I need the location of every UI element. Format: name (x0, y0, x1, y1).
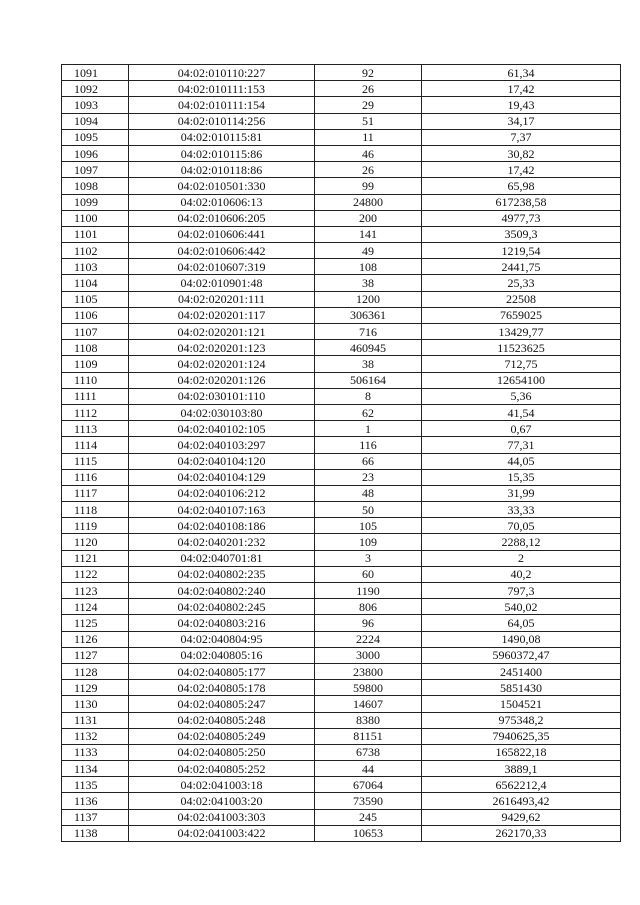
table-row (62, 275, 621, 291)
area-cell: 116 (315, 437, 422, 453)
table-body (62, 65, 621, 842)
value-cell: 6562212,4 (422, 777, 621, 793)
area-cell: 50 (315, 502, 422, 518)
row-number-cell: 1126 (62, 631, 129, 647)
table-row (62, 502, 621, 518)
table-row (62, 663, 621, 679)
area-cell: 8380 (315, 712, 422, 728)
table-row (62, 97, 621, 113)
cadastral-number-cell: 04:02:020201:121 (129, 324, 315, 340)
row-number-cell: 1121 (62, 550, 129, 566)
row-number-cell: 1132 (62, 728, 129, 744)
area-cell: 3 (315, 550, 422, 566)
area-cell: 60 (315, 566, 422, 582)
row-number-cell: 1102 (62, 243, 129, 259)
row-number-cell: 1107 (62, 324, 129, 340)
cadastral-number-cell: 04:02:040805:250 (129, 744, 315, 760)
row-number-cell: 1137 (62, 809, 129, 825)
row-number-cell: 1115 (62, 453, 129, 469)
row-number-cell: 1118 (62, 502, 129, 518)
cadastral-number-cell: 04:02:040201:232 (129, 534, 315, 550)
table-row (62, 761, 621, 777)
value-cell: 2 (422, 550, 621, 566)
cadastral-number-cell: 04:02:041003:20 (129, 793, 315, 809)
row-number-cell: 1124 (62, 599, 129, 615)
row-number-cell: 1091 (62, 65, 129, 81)
row-number-cell: 1125 (62, 615, 129, 631)
row-number-cell: 1101 (62, 226, 129, 242)
value-cell: 25,33 (422, 275, 621, 291)
table-row (62, 194, 621, 210)
area-cell: 1190 (315, 583, 422, 599)
cadastral-number-cell: 04:02:020201:111 (129, 291, 315, 307)
table-row (62, 485, 621, 501)
area-cell: 38 (315, 356, 422, 372)
table-row (62, 809, 621, 825)
data-table (61, 64, 621, 842)
table-row (62, 162, 621, 178)
cadastral-number-cell: 04:02:010606:13 (129, 194, 315, 210)
value-cell: 61,34 (422, 65, 621, 81)
value-cell: 1504521 (422, 696, 621, 712)
cadastral-number-cell: 04:02:040802:235 (129, 566, 315, 582)
row-number-cell: 1100 (62, 210, 129, 226)
row-number-cell: 1094 (62, 113, 129, 129)
area-cell: 92 (315, 65, 422, 81)
area-cell: 2224 (315, 631, 422, 647)
cadastral-number-cell: 04:02:041003:18 (129, 777, 315, 793)
table-row (62, 469, 621, 485)
area-cell: 48 (315, 485, 422, 501)
cadastral-number-cell: 04:02:010501:330 (129, 178, 315, 194)
cadastral-number-cell: 04:02:010606:205 (129, 210, 315, 226)
row-number-cell: 1138 (62, 825, 129, 841)
cadastral-number-cell: 04:02:020201:126 (129, 372, 315, 388)
cadastral-number-cell: 04:02:020201:124 (129, 356, 315, 372)
row-number-cell: 1097 (62, 162, 129, 178)
value-cell: 975348,2 (422, 712, 621, 728)
row-number-cell: 1119 (62, 518, 129, 534)
cadastral-number-cell: 04:02:040804:95 (129, 631, 315, 647)
area-cell: 23800 (315, 663, 422, 679)
table-row (62, 518, 621, 534)
area-cell: 73590 (315, 793, 422, 809)
value-cell: 7,37 (422, 129, 621, 145)
row-number-cell: 1130 (62, 696, 129, 712)
table-row (62, 259, 621, 275)
cadastral-number-cell: 04:02:010606:442 (129, 243, 315, 259)
value-cell: 19,43 (422, 97, 621, 113)
area-cell: 10653 (315, 825, 422, 841)
table-row (62, 696, 621, 712)
value-cell: 17,42 (422, 81, 621, 97)
table-row (62, 65, 621, 81)
table-row (62, 453, 621, 469)
value-cell: 33,33 (422, 502, 621, 518)
value-cell: 2288,12 (422, 534, 621, 550)
row-number-cell: 1105 (62, 291, 129, 307)
area-cell: 109 (315, 534, 422, 550)
table-row (62, 113, 621, 129)
table-row (62, 534, 621, 550)
cadastral-number-cell: 04:02:040108:186 (129, 518, 315, 534)
table-row (62, 647, 621, 663)
row-number-cell: 1117 (62, 485, 129, 501)
table-row (62, 404, 621, 420)
value-cell: 40,2 (422, 566, 621, 582)
value-cell: 3889,1 (422, 761, 621, 777)
table-row (62, 680, 621, 696)
area-cell: 26 (315, 81, 422, 97)
value-cell: 0,67 (422, 421, 621, 437)
area-cell: 306361 (315, 307, 422, 323)
row-number-cell: 1133 (62, 744, 129, 760)
area-cell: 23 (315, 469, 422, 485)
value-cell: 11523625 (422, 340, 621, 356)
row-number-cell: 1134 (62, 761, 129, 777)
row-number-cell: 1108 (62, 340, 129, 356)
table-row (62, 210, 621, 226)
table-row (62, 81, 621, 97)
value-cell: 31,99 (422, 485, 621, 501)
cadastral-number-cell: 04:02:010114:256 (129, 113, 315, 129)
area-cell: 67064 (315, 777, 422, 793)
cadastral-number-cell: 04:02:040802:245 (129, 599, 315, 615)
area-cell: 245 (315, 809, 422, 825)
table-row (62, 550, 621, 566)
cadastral-number-cell: 04:02:020201:117 (129, 307, 315, 323)
table-row (62, 324, 621, 340)
table-row (62, 356, 621, 372)
area-cell: 66 (315, 453, 422, 469)
area-cell: 200 (315, 210, 422, 226)
table-row (62, 340, 621, 356)
value-cell: 9429,62 (422, 809, 621, 825)
area-cell: 1200 (315, 291, 422, 307)
area-cell: 29 (315, 97, 422, 113)
area-cell: 49 (315, 243, 422, 259)
cadastral-number-cell: 04:02:041003:422 (129, 825, 315, 841)
value-cell: 540,02 (422, 599, 621, 615)
value-cell: 5851430 (422, 680, 621, 696)
cadastral-number-cell: 04:02:040803:216 (129, 615, 315, 631)
row-number-cell: 1116 (62, 469, 129, 485)
table-row (62, 599, 621, 615)
value-cell: 13429,77 (422, 324, 621, 340)
row-number-cell: 1127 (62, 647, 129, 663)
cadastral-number-cell: 04:02:030103:80 (129, 404, 315, 420)
value-cell: 2451400 (422, 663, 621, 679)
cadastral-number-cell: 04:02:040805:178 (129, 680, 315, 696)
area-cell: 59800 (315, 680, 422, 696)
area-cell: 24800 (315, 194, 422, 210)
area-cell: 8 (315, 388, 422, 404)
value-cell: 17,42 (422, 162, 621, 178)
value-cell: 15,35 (422, 469, 621, 485)
cadastral-number-cell: 04:02:010901:48 (129, 275, 315, 291)
table-row (62, 825, 621, 841)
table-row (62, 243, 621, 259)
row-number-cell: 1109 (62, 356, 129, 372)
row-number-cell: 1093 (62, 97, 129, 113)
cadastral-number-cell: 04:02:020201:123 (129, 340, 315, 356)
value-cell: 1219,54 (422, 243, 621, 259)
value-cell: 41,54 (422, 404, 621, 420)
area-cell: 38 (315, 275, 422, 291)
value-cell: 34,17 (422, 113, 621, 129)
area-cell: 62 (315, 404, 422, 420)
cadastral-number-cell: 04:02:040701:81 (129, 550, 315, 566)
table-row (62, 728, 621, 744)
cadastral-number-cell: 04:02:040805:16 (129, 647, 315, 663)
table-row (62, 178, 621, 194)
value-cell: 165822,18 (422, 744, 621, 760)
value-cell: 617238,58 (422, 194, 621, 210)
row-number-cell: 1123 (62, 583, 129, 599)
row-number-cell: 1136 (62, 793, 129, 809)
cadastral-number-cell: 04:02:010111:153 (129, 81, 315, 97)
value-cell: 2616493,42 (422, 793, 621, 809)
value-cell: 1490,08 (422, 631, 621, 647)
value-cell: 77,31 (422, 437, 621, 453)
cadastral-number-cell: 04:02:010110:227 (129, 65, 315, 81)
cadastral-number-cell: 04:02:040103:297 (129, 437, 315, 453)
area-cell: 716 (315, 324, 422, 340)
table-row (62, 129, 621, 145)
value-cell: 22508 (422, 291, 621, 307)
row-number-cell: 1103 (62, 259, 129, 275)
row-number-cell: 1111 (62, 388, 129, 404)
area-cell: 806 (315, 599, 422, 615)
table-row (62, 372, 621, 388)
table-row (62, 631, 621, 647)
row-number-cell: 1114 (62, 437, 129, 453)
area-cell: 14607 (315, 696, 422, 712)
value-cell: 262170,33 (422, 825, 621, 841)
value-cell: 30,82 (422, 145, 621, 161)
table-row (62, 226, 621, 242)
table-row (62, 744, 621, 760)
row-number-cell: 1112 (62, 404, 129, 420)
row-number-cell: 1120 (62, 534, 129, 550)
area-cell: 96 (315, 615, 422, 631)
cadastral-number-cell: 04:02:010115:86 (129, 145, 315, 161)
row-number-cell: 1128 (62, 663, 129, 679)
area-cell: 506164 (315, 372, 422, 388)
row-number-cell: 1098 (62, 178, 129, 194)
cadastral-number-cell: 04:02:040102:105 (129, 421, 315, 437)
value-cell: 797,3 (422, 583, 621, 599)
cadastral-number-cell: 04:02:010607:319 (129, 259, 315, 275)
area-cell: 6738 (315, 744, 422, 760)
value-cell: 712,75 (422, 356, 621, 372)
value-cell: 2441,75 (422, 259, 621, 275)
table-row (62, 437, 621, 453)
table-row (62, 615, 621, 631)
row-number-cell: 1092 (62, 81, 129, 97)
value-cell: 65,98 (422, 178, 621, 194)
area-cell: 46 (315, 145, 422, 161)
cadastral-number-cell: 04:02:010111:154 (129, 97, 315, 113)
value-cell: 5,36 (422, 388, 621, 404)
area-cell: 99 (315, 178, 422, 194)
value-cell: 5960372,47 (422, 647, 621, 663)
cadastral-number-cell: 04:02:040802:240 (129, 583, 315, 599)
cadastral-number-cell: 04:02:040104:129 (129, 469, 315, 485)
cadastral-number-cell: 04:02:010115:81 (129, 129, 315, 145)
area-cell: 44 (315, 761, 422, 777)
cadastral-number-cell: 04:02:040805:177 (129, 663, 315, 679)
row-number-cell: 1110 (62, 372, 129, 388)
row-number-cell: 1104 (62, 275, 129, 291)
cadastral-number-cell: 04:02:041003:303 (129, 809, 315, 825)
area-cell: 81151 (315, 728, 422, 744)
value-cell: 12654100 (422, 372, 621, 388)
area-cell: 26 (315, 162, 422, 178)
cadastral-number-cell: 04:02:040107:163 (129, 502, 315, 518)
cadastral-number-cell: 04:02:010606:441 (129, 226, 315, 242)
row-number-cell: 1095 (62, 129, 129, 145)
value-cell: 7659025 (422, 307, 621, 323)
cadastral-number-cell: 04:02:040104:120 (129, 453, 315, 469)
table-row (62, 793, 621, 809)
cadastral-number-cell: 04:02:040805:248 (129, 712, 315, 728)
row-number-cell: 1131 (62, 712, 129, 728)
area-cell: 1 (315, 421, 422, 437)
value-cell: 3509,3 (422, 226, 621, 242)
cadastral-number-cell: 04:02:010118:86 (129, 162, 315, 178)
area-cell: 3000 (315, 647, 422, 663)
value-cell: 64,05 (422, 615, 621, 631)
area-cell: 105 (315, 518, 422, 534)
cadastral-number-cell: 04:02:040805:252 (129, 761, 315, 777)
row-number-cell: 1096 (62, 145, 129, 161)
area-cell: 108 (315, 259, 422, 275)
table-row (62, 712, 621, 728)
area-cell: 11 (315, 129, 422, 145)
value-cell: 4977,73 (422, 210, 621, 226)
value-cell: 44,05 (422, 453, 621, 469)
area-cell: 141 (315, 226, 422, 242)
table-row (62, 583, 621, 599)
row-number-cell: 1099 (62, 194, 129, 210)
cadastral-number-cell: 04:02:040805:247 (129, 696, 315, 712)
area-cell: 460945 (315, 340, 422, 356)
row-number-cell: 1113 (62, 421, 129, 437)
table-row (62, 307, 621, 323)
table-row (62, 421, 621, 437)
row-number-cell: 1129 (62, 680, 129, 696)
row-number-cell: 1122 (62, 566, 129, 582)
cadastral-number-cell: 04:02:040805:249 (129, 728, 315, 744)
table-row (62, 145, 621, 161)
row-number-cell: 1106 (62, 307, 129, 323)
value-cell: 70,05 (422, 518, 621, 534)
row-number-cell: 1135 (62, 777, 129, 793)
area-cell: 51 (315, 113, 422, 129)
cadastral-number-cell: 04:02:030101:110 (129, 388, 315, 404)
cadastral-number-cell: 04:02:040106:212 (129, 485, 315, 501)
table-row (62, 291, 621, 307)
table-row (62, 777, 621, 793)
value-cell: 7940625,35 (422, 728, 621, 744)
table-row (62, 388, 621, 404)
table-row (62, 566, 621, 582)
